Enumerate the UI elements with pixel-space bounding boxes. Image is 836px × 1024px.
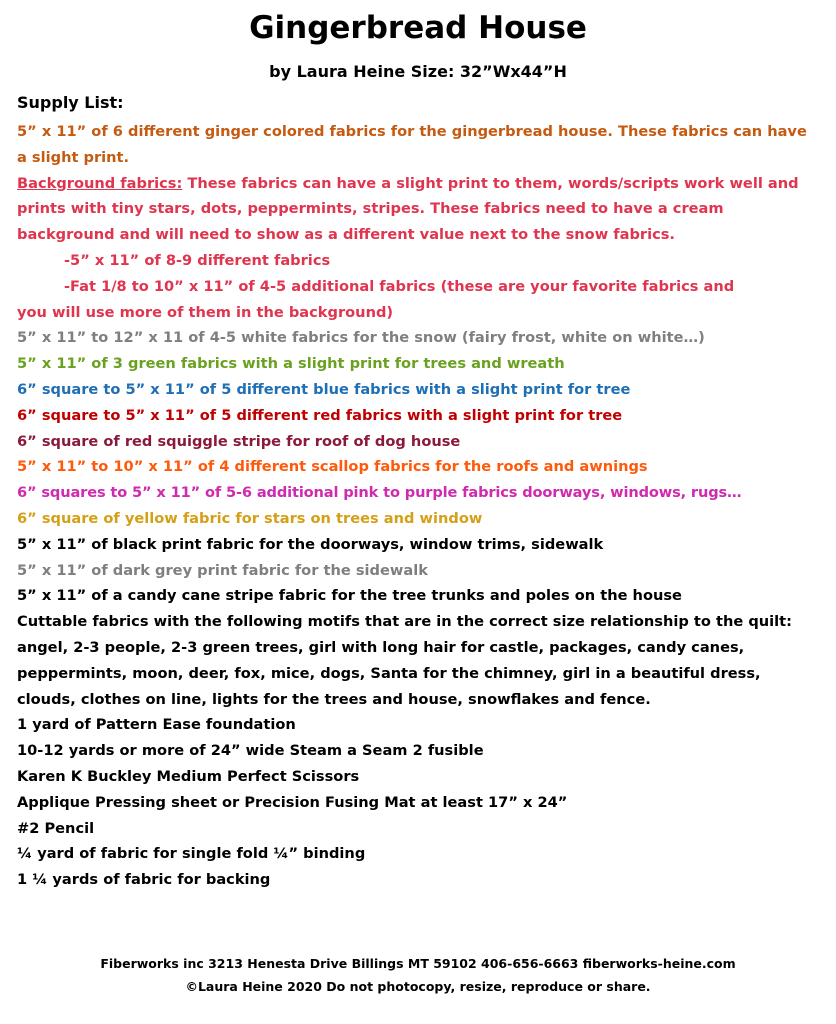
background-fabrics-text: These fabrics can have a slight print to them, words/scripts work well and prints with tiny stars, dots, peppermints, stripes. These fabrics need to have a cream background and will need to show as a different value next to the snow fabrics. — [17, 174, 799, 244]
footer-address: Fiberworks inc 3213 Henesta Drive Billings MT 59102 406-656-6663 fiberworks-heine.com — [100, 956, 736, 971]
list-item-green: 5” x 11” of 3 green fabrics with a slight print for trees and wreath — [17, 355, 565, 373]
supply-list-heading: Supply List: — [17, 93, 124, 112]
list-item-black: 5” x 11” of black print fabric for the doorways, window trims, sidewalk — [17, 535, 604, 553]
list-item-pattern-ease: 1 yard of Pattern Ease foundation — [17, 716, 296, 734]
list-item-scallop: 5” x 11” to 10” x 11” of 4 different scallop fabrics for the roofs and awnings — [17, 458, 648, 476]
list-item-binding: ¼ yard of fabric for single fold ¼” binding — [17, 845, 366, 863]
list-item-pencil: #2 Pencil — [17, 819, 95, 837]
list-item-background — [17, 171, 817, 248]
list-item-candy: 5” x 11” of a candy cane stripe fabric for the tree trunks and poles on the house — [17, 587, 682, 605]
list-subitem-background-2-cont: you will use more of them in the background) — [17, 303, 394, 321]
page-subtitle: by Laura Heine Size: 32”Wx44”H — [269, 62, 567, 81]
list-item-blue: 6” square to 5” x 11” of 5 different blue fabrics with a slight print for tree — [17, 380, 631, 398]
list-subitem-background-2: -Fat 1/8 to 10” x 11” of 4-5 additional fabrics (these are your favorite fabrics and — [64, 277, 735, 295]
supply-list — [17, 119, 817, 893]
list-item-red: 6” square to 5” x 11” of 5 different red fabrics with a slight print for tree — [17, 406, 623, 424]
footer-copyright: ©Laura Heine 2020 Do not photocopy, resize, reproduce or share. — [185, 979, 651, 994]
background-fabrics-label: Background fabrics: — [17, 174, 183, 192]
list-item-squiggle: 6” square of red squiggle stripe for roof of dog house — [17, 432, 461, 450]
list-item-ginger: 5” x 11” of 6 different ginger colored fabrics for the gingerbread house. These fabrics can have a slight print. — [17, 123, 807, 166]
page-title: Gingerbread House — [249, 10, 587, 46]
list-item-yellow: 6” square of yellow fabric for stars on trees and window — [17, 509, 483, 527]
list-item-cuttable: Cuttable fabrics with the following motifs that are in the correct size relationship to the quilt: angel, 2-3 people, 2-3 green trees, girl with long hair for castle, packages, candy canes, peppermints, moon, deer, fox, mice, dogs, Santa for the chimney, girl in a beautiful dress, clouds, clothes on line, lights for the trees and house, snowflakes and fence. — [17, 613, 792, 708]
list-item-steam-a-seam: 10-12 yards or more of 24” wide Steam a Seam 2 fusible — [17, 742, 484, 760]
list-item-white: 5” x 11” to 12” x 11 of 4-5 white fabrics for the snow (fairy frost, white on white…) — [17, 329, 705, 347]
list-item-scissors: Karen K Buckley Medium Perfect Scissors — [17, 767, 360, 785]
list-subitem-background-1: -5” x 11” of 8-9 different fabrics — [64, 251, 331, 269]
list-item-pressing-sheet: Applique Pressing sheet or Precision Fusing Mat at least 17” x 24” — [17, 793, 568, 811]
list-item-grey: 5” x 11” of dark grey print fabric for the sidewalk — [17, 561, 428, 579]
list-item-backing: 1 ¼ yards of fabric for backing — [17, 871, 271, 889]
list-item-pink: 6” squares to 5” x 11” of 5-6 additional pink to purple fabrics doorways, windows, rugs… — [17, 484, 742, 502]
